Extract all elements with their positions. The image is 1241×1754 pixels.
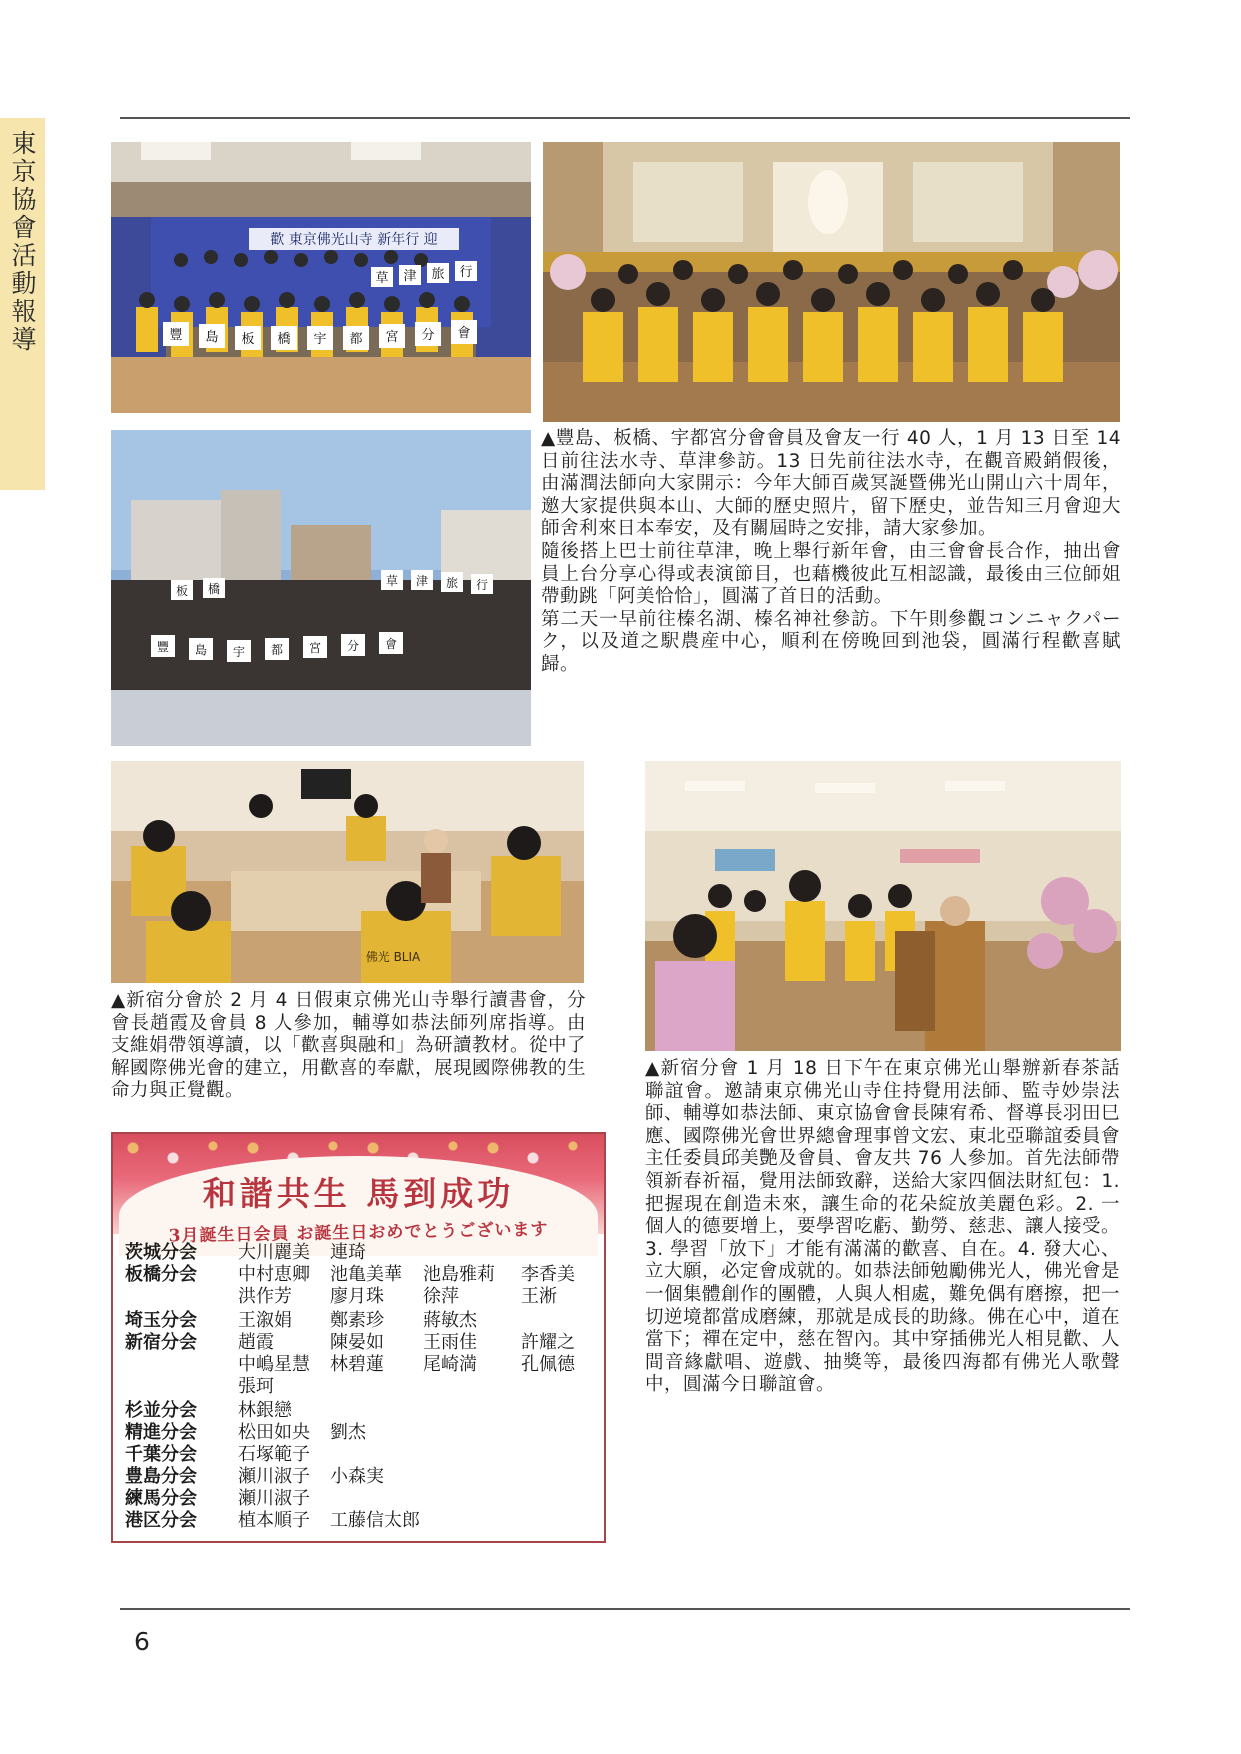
bottom-rule bbox=[120, 1608, 1130, 1610]
photo-outdoor-group-image bbox=[111, 430, 531, 746]
sign-char: 草 bbox=[375, 271, 389, 286]
bday-name: 趙霞 bbox=[238, 1332, 274, 1353]
sign-char: 旅 bbox=[431, 267, 445, 282]
bday-name: 洪作芳 bbox=[238, 1286, 292, 1307]
sign-char: 宮 bbox=[385, 330, 399, 345]
bday-name: 連琦 bbox=[330, 1242, 366, 1263]
bday-name: 林銀戀 bbox=[238, 1400, 292, 1421]
section-title: 東京協會活動報導 bbox=[8, 130, 37, 354]
bday-name: 李香美 bbox=[521, 1264, 575, 1285]
bday-name: 中嶋星慧 bbox=[238, 1354, 310, 1375]
photo-shrine-group-image bbox=[543, 142, 1120, 422]
caption-shinjuku-newyear-text: ▲新宿分會 1 月 18 日下午在東京佛光山舉辦新春茶話聯誼會。邀請東京佛光山寺住持覺用法師、監寺妙崇法師、輔導如恭法師、東京協會會長陳宥希、督導長羽田巳應、國際佛光會世界總會理事曾文宏、東北亞聯誼委員會主任委員邱美艷及會員、會友共 76 人參加。首先法師帶領新春祈福，覺用法師致辭，送給大家四個法財紅包：1. 把握現在創造未來，讓生命的花朵綻放美麗色彩。2. 一個人的德要增上，要學習吃虧、勤勞、慈悲、讓人接受。3. 學習「放下」才能有滿滿的歡喜、自在。4. 發大心、立大願，必定會成就的。如恭法師勉勵佛光人，佛光會是一個集體創作的團體，人與人相處，難免偶有磨擦，把一切逆境都當成磨練，那就是成長的助緣。佛在心中，道在當下；禪在定中，慈在智內。其中穿插佛光人相見歡、人間音緣獻唱、遊戲、抽獎等，最後四海都有佛光人歌聲中，圓滿今日聯誼會。 bbox=[645, 1058, 1121, 1396]
sign-char: 橋 bbox=[277, 332, 291, 347]
bday-name: 松田如央 bbox=[238, 1422, 310, 1443]
caption-toshima-para-3: 第二天一早前往榛名湖、榛名神社參訪。下午則參觀コンニャクパーク，以及道之駅農産中心，順利在傍晚回到池袋，圓滿行程歡喜賦歸。 bbox=[541, 608, 1121, 675]
hall-banner-text: 歡 東京佛光山寺 新年行 迎 bbox=[270, 232, 438, 248]
bday-name: 劉杰 bbox=[330, 1422, 366, 1443]
caption-toshima-trip bbox=[541, 428, 1121, 677]
bday-name: 小森実 bbox=[330, 1466, 384, 1487]
bday-name: 王溆娟 bbox=[238, 1310, 292, 1331]
photo-hall-group-image bbox=[111, 142, 531, 413]
photo-reading-meeting-image bbox=[111, 761, 584, 983]
bday-name: 廖月珠 bbox=[330, 1286, 384, 1307]
caption-toshima-para-2: 隨後搭上巴士前往草津，晚上舉行新年會，由三會會長合作，抽出會員上台分享心得或表演節目，也藉機彼此互相認識，最後由三位師姐帶動跳「阿美恰恰」，圓滿了首日的活動。 bbox=[541, 540, 1121, 608]
top-rule bbox=[120, 117, 1130, 119]
bday-name: 工藤信太郎 bbox=[330, 1510, 420, 1531]
bday-name: 瀬川淑子 bbox=[238, 1488, 310, 1509]
bday-name: 石塚範子 bbox=[238, 1444, 310, 1465]
sign-char: 宇 bbox=[313, 332, 327, 347]
bday-name: 植本順子 bbox=[238, 1510, 310, 1531]
sign-char: 行 bbox=[475, 578, 489, 592]
bday-name: 林碧蓮 bbox=[330, 1354, 384, 1375]
bday-name: 瀬川淑子 bbox=[238, 1466, 310, 1487]
bday-name: 徐萍 bbox=[423, 1286, 459, 1307]
bday-name: 張珂 bbox=[238, 1376, 274, 1397]
sign-char: 島 bbox=[194, 643, 208, 657]
bday-branch: 板橋分会 bbox=[125, 1264, 197, 1285]
bday-name: 大川麗美 bbox=[238, 1242, 310, 1263]
bday-name: 王雨佳 bbox=[423, 1332, 477, 1353]
caption-shinjuku-newyear bbox=[645, 1058, 1120, 1397]
bday-branch: 茨城分会 bbox=[125, 1242, 197, 1263]
bday-name: 池亀美華 bbox=[330, 1264, 402, 1285]
bday-name: 中村恵卿 bbox=[238, 1264, 310, 1285]
bday-name: 鄭素珍 bbox=[330, 1310, 384, 1331]
vest-text: 佛光 BLIA bbox=[365, 950, 421, 964]
sign-char: 津 bbox=[403, 269, 417, 284]
bday-branch: 練馬分会 bbox=[125, 1488, 197, 1509]
bday-name: 孔佩德 bbox=[521, 1354, 575, 1375]
sign-char: 旅 bbox=[445, 576, 459, 590]
caption-shinjuku-reading bbox=[111, 990, 586, 1103]
sign-char: 都 bbox=[270, 643, 284, 657]
banner-title: 和諧共生 馬到成功 bbox=[202, 1174, 515, 1213]
sign-char: 宮 bbox=[308, 641, 322, 655]
bday-name: 蔣敏杰 bbox=[423, 1310, 477, 1331]
banner-subtitle: 3月誕生日会員 お誕生日おめでとうございます bbox=[168, 1219, 549, 1247]
photo-hall-group bbox=[111, 142, 531, 413]
sign-char: 都 bbox=[349, 332, 363, 347]
sign-char: 板 bbox=[241, 332, 255, 347]
sign-char: 豐 bbox=[169, 328, 183, 343]
bday-branch: 千葉分会 bbox=[125, 1444, 197, 1465]
sign-char: 津 bbox=[415, 574, 429, 588]
photo-newyear-tea-image bbox=[645, 761, 1121, 1051]
photo-shrine-group bbox=[543, 142, 1120, 422]
bday-branch: 精進分会 bbox=[125, 1422, 197, 1443]
sign-char: 豐 bbox=[156, 640, 170, 654]
bday-name: 尾崎満 bbox=[423, 1354, 477, 1375]
birthday-banner bbox=[111, 1132, 606, 1543]
sign-char: 會 bbox=[457, 326, 471, 341]
sign-char: 橋 bbox=[207, 582, 221, 596]
sign-char: 行 bbox=[459, 265, 473, 280]
bday-name: 王淅 bbox=[521, 1286, 557, 1307]
sign-char: 島 bbox=[205, 330, 219, 345]
sign-char: 分 bbox=[421, 328, 435, 343]
bday-branch: 新宿分会 bbox=[125, 1332, 197, 1353]
bday-branch: 港区分会 bbox=[125, 1510, 197, 1531]
bday-branch: 杉並分会 bbox=[125, 1400, 197, 1421]
sign-char: 草 bbox=[385, 574, 399, 588]
photo-reading-meeting bbox=[111, 761, 584, 983]
sign-char: 會 bbox=[384, 637, 398, 651]
bday-branch: 豊島分会 bbox=[125, 1466, 197, 1487]
sign-char: 板 bbox=[175, 584, 189, 598]
bday-name: 許耀之 bbox=[521, 1332, 575, 1353]
photo-newyear-tea bbox=[645, 761, 1121, 1051]
photo-outdoor-group bbox=[111, 430, 531, 746]
page-number: 6 bbox=[134, 1627, 150, 1656]
sign-char: 宇 bbox=[232, 645, 246, 659]
sign-char: 分 bbox=[346, 639, 360, 653]
bday-name: 池島雅莉 bbox=[423, 1264, 495, 1285]
caption-shinjuku-reading-text: ▲新宿分會於 2 月 4 日假東京佛光山寺舉行讀書會，分會長趙霞及會員 8 人參加，輔導如恭法師列席指導。由支維娟帶領導讀，以「歡喜與融和」為研讀教材。從中了解國際佛光會的建立，用歡喜的奉獻，展現國際佛教的生命力與正覺觀。 bbox=[111, 990, 587, 1102]
bday-name: 陳晏如 bbox=[330, 1332, 384, 1353]
caption-toshima-para-1: ▲豐島、板橋、宇都宮分會會員及會友一行 40 人，1 月 13 日至 14 日前往法水寺、草津參訪。13 日先前往法水寺，在觀音殿銷假後，由滿潤法師向大家開示：今年大師百歲冥誕暨佛光山開山六十周年，邀大家提供與本山、大師的歷史照片，留下歷史，並告知三月會迎大師舍利來日本奉安，及有關屆時之安排，請大家參加。 bbox=[541, 428, 1121, 540]
bday-branch: 埼玉分会 bbox=[125, 1310, 197, 1331]
